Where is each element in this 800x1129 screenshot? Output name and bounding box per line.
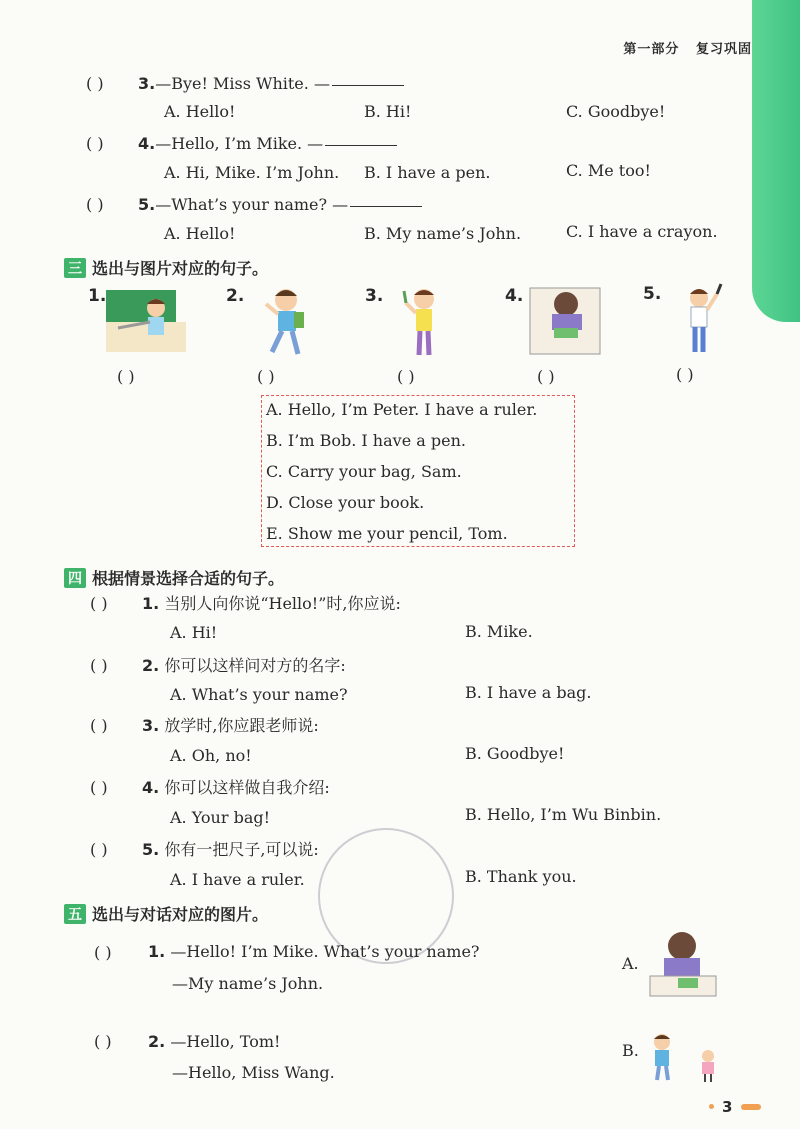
answer-paren[interactable]: ( )	[86, 74, 104, 93]
question-text: 放学时,你应跟老师说:	[164, 716, 319, 735]
answer-blank[interactable]	[325, 144, 397, 146]
option-a: A. Hello!	[164, 224, 236, 243]
question-number: 3.	[142, 716, 160, 735]
dialog-line-2: —Hello, Miss Wang.	[172, 1063, 335, 1082]
picture-number: 4.	[505, 286, 524, 306]
question-text: —Hello, I’m Mike. —	[155, 134, 324, 153]
answer-paren[interactable]: ( )	[94, 943, 112, 962]
answer-paren[interactable]: ( )	[90, 840, 108, 859]
question-number: 4.	[142, 778, 160, 797]
section-badge: 四	[64, 568, 86, 588]
picture-label-b: B.	[622, 1041, 639, 1060]
picture-number: 1.	[88, 286, 107, 306]
page-number-dash	[741, 1104, 761, 1110]
option-a: A. What’s your name?	[170, 685, 348, 704]
option-b: B. Hi!	[364, 102, 412, 121]
answer-paren[interactable]: ( )	[94, 1032, 112, 1051]
answer-paren[interactable]: ( )	[257, 367, 275, 386]
section-5-heading	[64, 902, 268, 925]
option-a: A. Hi!	[170, 623, 218, 642]
dialog-line-2: —My name’s John.	[172, 974, 324, 993]
option-b: B. I’m Bob. I have a pen.	[266, 431, 466, 450]
page-header	[623, 38, 752, 57]
question-number: 2.	[142, 656, 160, 675]
option-b: B. Mike.	[465, 622, 533, 641]
option-b: B. Hello, I’m Wu Binbin.	[465, 805, 662, 824]
option-d: D. Close your book.	[266, 493, 425, 512]
page-number: 3	[722, 1098, 733, 1116]
question-number: 1.	[142, 594, 160, 613]
answer-paren[interactable]: ( )	[90, 656, 108, 675]
answer-paren[interactable]: ( )	[90, 716, 108, 735]
option-c: C. I have a crayon.	[566, 222, 718, 241]
dialog-line-1: —Hello, Tom!	[170, 1032, 281, 1051]
section-3-heading	[64, 256, 268, 279]
page-edge-tab	[752, 0, 800, 322]
answer-paren[interactable]: ( )	[90, 594, 108, 613]
option-c: C. Me too!	[566, 161, 651, 180]
option-b: B. Thank you.	[465, 867, 577, 886]
option-a: A. I have a ruler.	[170, 870, 305, 889]
question-number: 2.	[148, 1032, 166, 1051]
section-badge: 三	[64, 258, 86, 278]
section-title: 选出与图片对应的句子。	[92, 259, 269, 278]
section-badge: 五	[64, 904, 86, 924]
answer-blank[interactable]	[350, 205, 422, 207]
answer-paren[interactable]: ( )	[397, 367, 415, 386]
question-text: 你有一把尺子,可以说:	[164, 840, 319, 859]
picture-number: 5.	[643, 284, 662, 304]
option-b: B. My name’s John.	[364, 224, 522, 243]
option-b: B. I have a bag.	[465, 683, 592, 702]
answer-paren[interactable]: ( )	[86, 195, 104, 214]
dialog-line-1: —Hello! I’m Mike. What’s your name?	[170, 942, 480, 961]
picture-a-girl-at-desk	[644, 928, 720, 1000]
picture-boy-pencil	[398, 285, 444, 359]
question-text: 你可以这样做自我介绍:	[164, 778, 330, 797]
picture-teacher-ruler	[104, 288, 186, 354]
section-title: 根据情景选择合适的句子。	[92, 569, 285, 588]
question-number: 4.	[138, 134, 156, 153]
option-a: A. Hello, I’m Peter. I have a ruler.	[266, 400, 538, 419]
option-a: A. Oh, no!	[170, 746, 252, 765]
answer-paren[interactable]: ( )	[86, 134, 104, 153]
question-text: —What’s your name? —	[155, 195, 349, 214]
answer-paren[interactable]: ( )	[537, 367, 555, 386]
picture-girl-closing-book	[528, 284, 602, 356]
section-title: 选出与对话对应的图片。	[92, 905, 269, 924]
header-title: 复习巩固	[695, 42, 752, 57]
option-b: B. I have a pen.	[364, 163, 491, 182]
picture-b-boy-and-girl	[646, 1032, 722, 1084]
answer-paren[interactable]: ( )	[676, 365, 694, 384]
option-e: E. Show me your pencil, Tom.	[266, 524, 508, 543]
option-a: A. Hello!	[164, 102, 236, 121]
picture-boy-showing-pencil	[683, 282, 727, 358]
question-text: 当别人向你说“Hello!”时,你应说:	[164, 594, 401, 613]
option-c: C. Carry your bag, Sam.	[266, 462, 462, 481]
header-section: 第一部分	[623, 42, 680, 57]
picture-number: 3.	[365, 286, 384, 306]
section-4-heading	[64, 566, 284, 589]
picture-boy-with-bag	[258, 284, 312, 362]
question-number: 5.	[138, 195, 156, 214]
page-number-dot	[709, 1104, 714, 1109]
question-number: 3.	[138, 74, 156, 93]
option-c: C. Goodbye!	[566, 102, 666, 121]
picture-number: 2.	[226, 286, 245, 306]
option-a: A. Your bag!	[170, 808, 271, 827]
option-b: B. Goodbye!	[465, 744, 565, 763]
answer-paren[interactable]: ( )	[90, 778, 108, 797]
question-text: —Bye! Miss White. —	[155, 74, 330, 93]
question-number: 1.	[148, 942, 166, 961]
question-text: 你可以这样问对方的名字:	[164, 656, 346, 675]
picture-label-a: A.	[622, 954, 639, 973]
option-a: A. Hi, Mike. I’m John.	[164, 163, 340, 182]
question-number: 5.	[142, 840, 160, 859]
answer-blank[interactable]	[332, 84, 404, 86]
answer-paren[interactable]: ( )	[117, 367, 135, 386]
